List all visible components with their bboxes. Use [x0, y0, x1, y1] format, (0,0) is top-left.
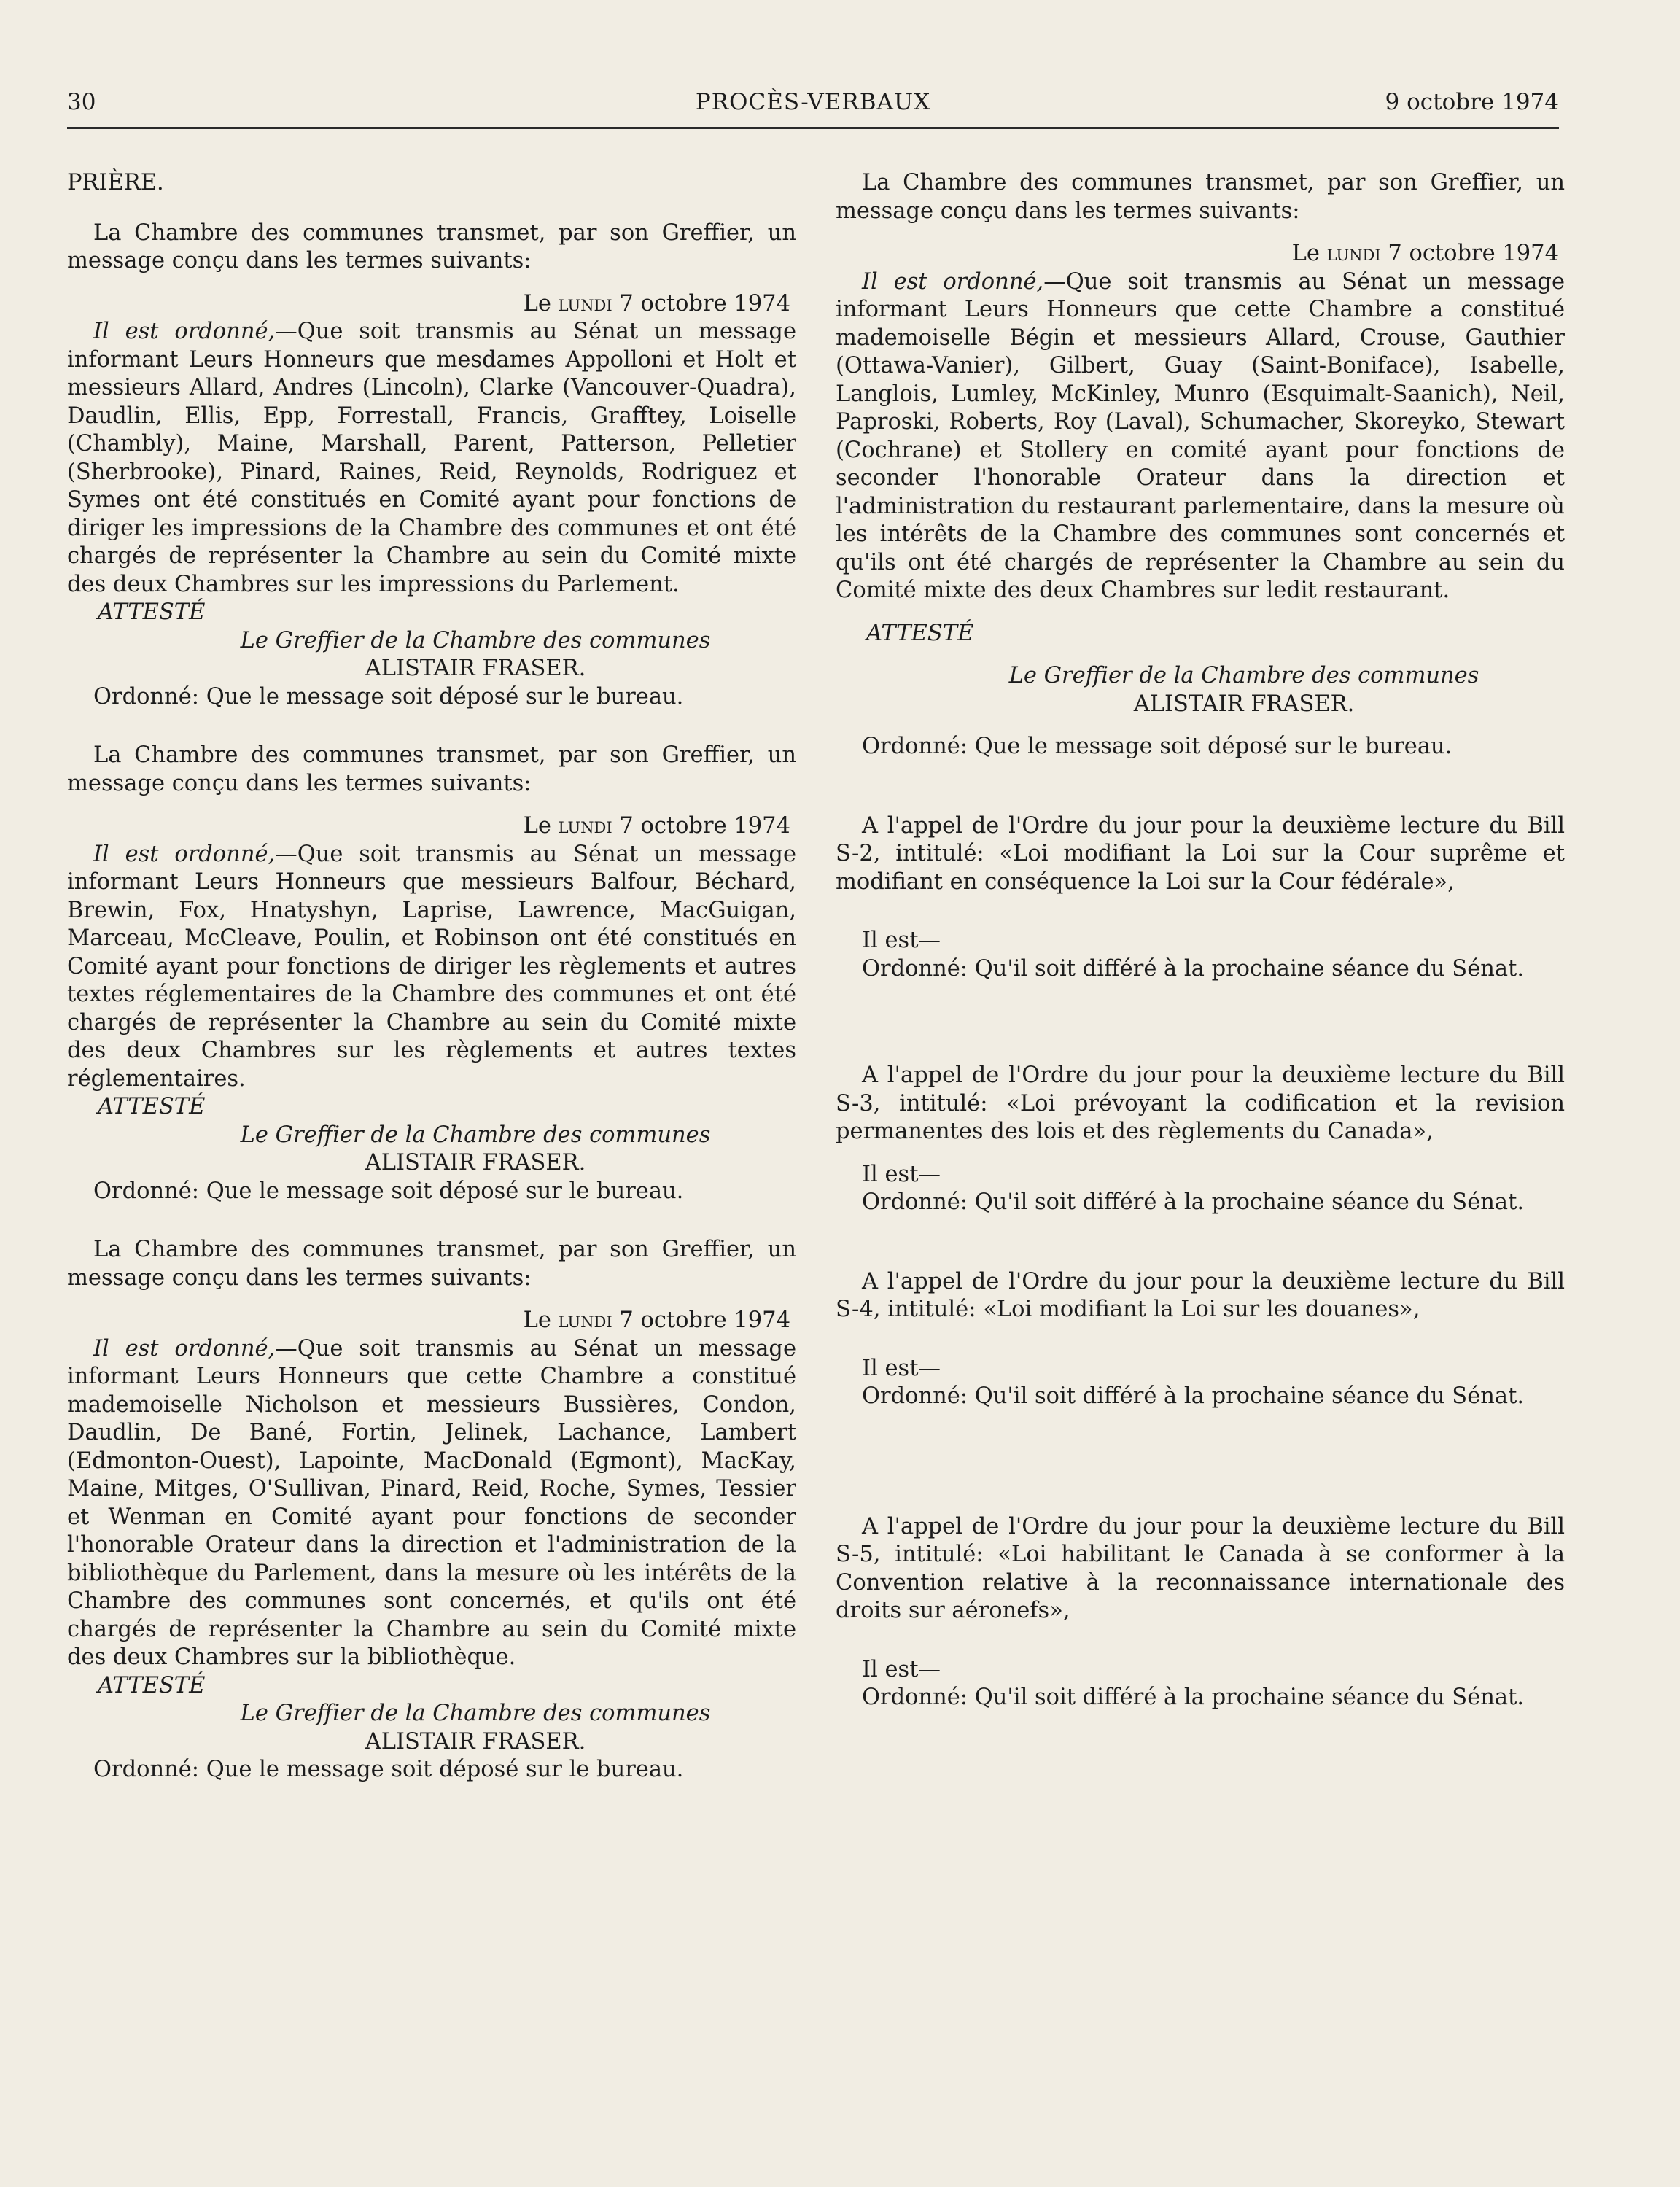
message-body	[836, 268, 1565, 605]
message-block	[67, 220, 796, 712]
clerk-title: Le Greffier de la Chambre des communes	[240, 1701, 711, 1726]
order-line: Ordonné: Que le message soit déposé sur le bureau.	[93, 1178, 684, 1204]
attest-label: ATTESTÉ	[98, 1672, 206, 1698]
clerk-title: Le Greffier de la Chambre des communes	[240, 1122, 711, 1148]
attest-label: ATTESTÉ	[98, 599, 206, 625]
date-prefix: Le	[523, 1308, 551, 1333]
bill-text: A l'appel de l'Ordre du jour pour la deuxième lecture du Bill S-2, intitulé: «Loi modifiant la Loi sur la Cour suprême et modifiant en conséquence la Loi sur la Cour fédérale»,	[836, 812, 1565, 895]
date-day: lundi	[558, 290, 612, 316]
order-line: Ordonné: Qu'il soit différé à la prochaine séance du Sénat.	[862, 955, 1525, 982]
bill-entry	[836, 1513, 1565, 1712]
message-block	[67, 742, 796, 1205]
date-day: lundi	[1326, 241, 1381, 266]
bill-entry	[836, 1268, 1565, 1411]
order-line: Ordonné: Qu'il soit différé à la prochaine séance du Sénat.	[862, 1685, 1525, 1710]
order-line: Ordonné: Que le message soit déposé sur le bureau.	[93, 1757, 684, 1782]
bill-text: A l'appel de l'Ordre du jour pour la deuxième lecture du Bill S-3, intitulé: «Loi prévoyant la codification et la revision permanentes des lois et des règlements du Canada»,	[836, 1063, 1565, 1144]
bill-entry	[836, 1062, 1565, 1217]
message-block	[836, 169, 1565, 761]
message-date	[836, 240, 1565, 268]
date-day: lundi	[558, 1308, 612, 1333]
ordered-phrase: Il est ordonné,	[93, 319, 276, 344]
ordered-phrase: Il est ordonné,	[93, 841, 276, 867]
bill-text: A l'appel de l'Ordre du jour pour la deuxième lecture du Bill S-5, intitulé: «Loi habilitant le Canada à se conformer à la Convention relative à la reconnaissance internationale des droits sur aéronefs»,	[836, 1513, 1565, 1623]
clerk-title: Le Greffier de la Chambre des communes	[240, 627, 711, 653]
clerk-name: ALISTAIR FRASER.	[365, 1150, 586, 1176]
message-date	[67, 290, 796, 319]
bill-entry	[836, 812, 1565, 984]
date-rest: 7 octobre 1974	[619, 813, 790, 839]
message-intro: La Chambre des communes transmet, par son Greffier, un message conçu dans les termes suivants:	[67, 220, 796, 273]
date-prefix: Le	[1291, 241, 1320, 266]
message-text: —Que soit transmis au Sénat un message informant Leurs Honneurs que messieurs Balfour, Béchard, Brewin, Fox, Hnatyshyn, Laprise, Lawrence, MacGuigan, Marceau, McCleave, Poulin, et Robinson ont été constitués en Comité ayant pour fonctions de diriger les règlements et autres textes réglementaires de la Chambre des communes et ont été chargés de représenter la Chambre au sein du Comité mixte des deux Chambres sur les règlements et autres textes réglementaires.	[67, 841, 797, 1092]
message-text: —Que soit transmis au Sénat un message informant Leurs Honneurs que cette Chambre a constitué mademoiselle Bégin et messieurs Allard, Crouse, Gauthier (Ottawa-Vanier), Gilbert, Guay (Saint-Boniface), Isabelle, Langlois, Lumley, McKinley, Munro (Esquimalt-Saanich), Neil, Paproski, Roberts, Roy (Laval), Schumacher, Skoreyko, Stewart (Cochrane) et Stollery en comité ayant pour fonctions de seconder l'honorable Orateur dans la direction et l'administration du restaurant parlementaire, dans la mesure où les intérêts de la Chambre des communes sont concernés et qu'ils ont été chargés de représenter la Chambre au sein du Comité mixte des deux Chambres sur ledit restaurant.	[836, 268, 1566, 603]
right-column	[836, 169, 1565, 1712]
section-heading: PRIÈRE.	[67, 170, 164, 195]
ordered-phrase: Il est ordonné,	[93, 1335, 276, 1361]
clerk-name: ALISTAIR FRASER.	[365, 656, 586, 681]
il-est-line: Il est—	[862, 928, 941, 953]
order-line: Ordonné: Qu'il soit différé à la prochaine séance du Sénat.	[862, 1383, 1525, 1409]
header-title: PROCÈS-VERBAUX	[695, 89, 931, 115]
attest-label: ATTESTÉ	[866, 620, 974, 646]
il-est-line: Il est—	[862, 1355, 941, 1381]
message-body	[67, 841, 796, 1094]
message-date	[67, 812, 796, 841]
message-intro: La Chambre des communes transmet, par son Greffier, un message conçu dans les termes suivants:	[67, 1237, 796, 1291]
message-text: —Que soit transmis au Sénat un message informant Leurs Honneurs que mesdames Appolloni et Holt et messieurs Allard, Andres (Lincoln), Clarke (Vancouver-Quadra), Daudlin, Ellis, Epp, Forrestall, Francis, Grafftey, Loiselle (Chambly), Maine, Marshall, Parent, Patterson, Pelletier (Sherbrooke), Pinard, Raines, Reid, Reynolds, Rodriguez et Symes ont été constitués en Comité ayant pour fonctions de diriger les impressions de la Chambre des communes et ont été chargés de représenter la Chambre au sein du Comité mixte des deux Chambres sur les impressions du Parlement.	[67, 319, 797, 597]
date-rest: 7 octobre 1974	[1388, 241, 1559, 266]
message-date	[67, 1307, 796, 1335]
date-rest: 7 octobre 1974	[619, 290, 790, 316]
clerk-name: ALISTAIR FRASER.	[1133, 691, 1355, 717]
date-prefix: Le	[523, 813, 551, 839]
order-line: Ordonné: Que le message soit déposé sur le bureau.	[93, 683, 684, 710]
order-line: Ordonné: Que le message soit déposé sur le bureau.	[862, 734, 1452, 759]
il-est-line: Il est—	[862, 1161, 941, 1187]
message-intro: La Chambre des communes transmet, par son Greffier, un message conçu dans les termes suivants:	[67, 742, 796, 796]
date-day: lundi	[558, 813, 612, 839]
date-rest: 7 octobre 1974	[619, 1308, 790, 1333]
clerk-title: Le Greffier de la Chambre des communes	[1008, 663, 1479, 688]
page-number: 30	[67, 89, 96, 115]
left-column	[67, 169, 796, 1784]
clerk-name: ALISTAIR FRASER.	[365, 1728, 586, 1755]
date-prefix: Le	[523, 290, 551, 316]
order-line: Ordonné: Qu'il soit différé à la prochaine séance du Sénat.	[862, 1189, 1525, 1215]
ordered-phrase: Il est ordonné,	[862, 268, 1044, 295]
message-body	[67, 318, 796, 599]
bill-text: A l'appel de l'Ordre du jour pour la deuxième lecture du Bill S-4, intitulé: «Loi modifiant la Loi sur les douanes»,	[836, 1268, 1565, 1322]
il-est-line: Il est—	[862, 1656, 941, 1682]
attest-label: ATTESTÉ	[98, 1094, 206, 1119]
header-date: 9 octobre 1974	[1385, 89, 1559, 115]
running-header	[67, 86, 1559, 129]
message-block	[67, 1236, 796, 1784]
message-intro: La Chambre des communes transmet, par son Greffier, un message conçu dans les termes suivants:	[836, 170, 1565, 224]
message-text: —Que soit transmis au Sénat un message informant Leurs Honneurs que cette Chambre a constitué mademoiselle Nicholson et messieurs Bussières, Condon, Daudlin, De Bané, Fortin, Jelinek, Lachance, Lambert (Edmonton-Ouest), Lapointe, MacDonald (Egmont), MacKay, Maine, Mitges, O'Sullivan, Pinard, Reid, Roche, Symes, Tessier et Wenman en Comité ayant pour fonctions de seconder l'honorable Orateur dans la direction et l'administration de la bibliothèque du Parlement, dans la mesure où les intérêts de la Chambre des communes sont concernés, et qu'ils ont été chargés de représenter la Chambre au sein du Comité mixte des deux Chambres sur la bibliothèque.	[67, 1335, 797, 1670]
message-body	[67, 1335, 796, 1672]
